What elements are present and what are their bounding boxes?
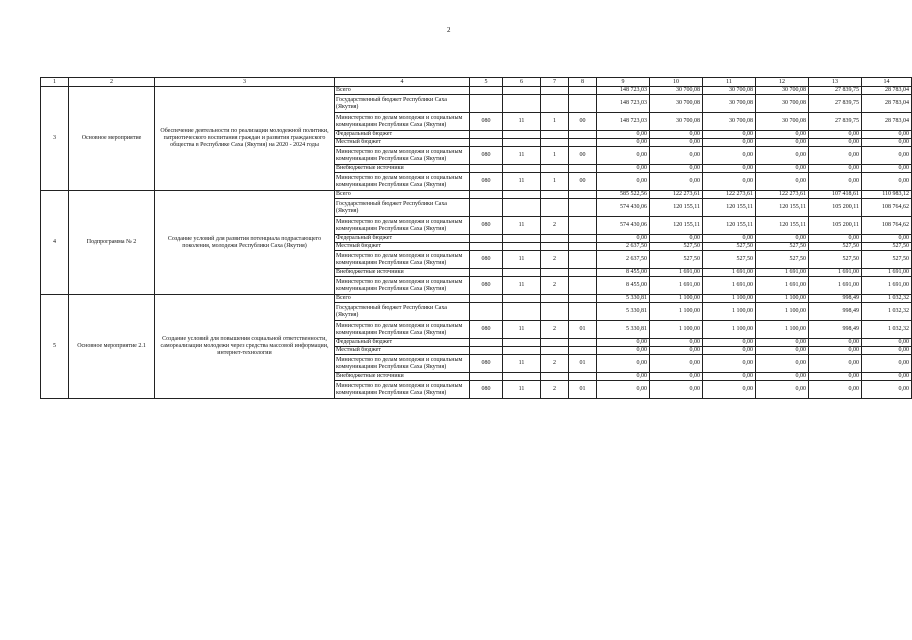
amount-cell: 0,00 [809,355,862,373]
amount-cell: 0,00 [809,373,862,381]
amount-cell: 0,00 [862,235,912,243]
budget-code-cell [470,339,503,347]
amount-cell: 0,00 [756,381,809,399]
budget-code-cell [569,295,597,303]
amount-cell: 27 839,75 [809,95,862,113]
amount-cell: 148 723,03 [597,87,650,95]
funding-source-label: Местный бюджет [335,243,470,251]
amount-cell: 527,50 [703,243,756,251]
budget-code-cell [541,243,569,251]
amount-cell: 1 100,00 [703,295,756,303]
header-cell: 14 [862,78,912,87]
amount-cell: 0,00 [703,339,756,347]
budget-code-cell [541,139,569,147]
amount-cell: 30 700,08 [703,113,756,131]
amount-cell: 998,49 [809,303,862,321]
budget-code-cell [569,303,597,321]
amount-cell: 30 700,08 [756,87,809,95]
amount-cell: 120 155,11 [756,217,809,235]
amount-cell: 108 764,62 [862,199,912,217]
section-number: 5 [41,295,69,399]
amount-cell: 120 155,11 [650,217,703,235]
budget-code-cell [569,235,597,243]
amount-cell: 27 839,75 [809,113,862,131]
funding-source-label: Внебюджетные источники [335,165,470,173]
amount-cell: 1 691,00 [809,269,862,277]
budget-code-cell [470,295,503,303]
header-cell: 8 [569,78,597,87]
budget-code-cell [470,95,503,113]
amount-cell: 0,00 [756,373,809,381]
amount-cell: 0,00 [703,235,756,243]
amount-cell: 0,00 [650,355,703,373]
amount-cell: 527,50 [756,251,809,269]
amount-cell: 1 032,32 [862,295,912,303]
amount-cell: 107 418,61 [809,191,862,199]
amount-cell: 0,00 [650,173,703,191]
amount-cell: 148 723,03 [597,95,650,113]
budget-code-cell: 2 [541,217,569,235]
amount-cell: 0,00 [703,173,756,191]
budget-code-cell [470,235,503,243]
header-cell: 11 [703,78,756,87]
budget-code-cell [503,347,541,355]
amount-cell: 0,00 [862,381,912,399]
amount-cell: 148 723,03 [597,113,650,131]
amount-cell: 0,00 [862,173,912,191]
budget-code-cell [541,95,569,113]
amount-cell: 0,00 [597,373,650,381]
amount-cell: 30 700,08 [703,95,756,113]
amount-cell: 0,00 [650,139,703,147]
header-cell: 6 [503,78,541,87]
budget-code-cell [470,347,503,355]
amount-cell: 1 691,00 [756,277,809,295]
budget-code-cell: 00 [569,173,597,191]
budget-code-cell [503,243,541,251]
amount-cell: 30 700,08 [756,95,809,113]
budget-code-cell [470,131,503,139]
funding-source-label: Министерство по делам молодежи и социальным коммуникациям Республики Саха (Якутия) [335,321,470,339]
amount-cell: 0,00 [597,147,650,165]
amount-cell: 30 700,08 [650,113,703,131]
header-cell: 9 [597,78,650,87]
amount-cell: 105 200,11 [809,199,862,217]
funding-source-label: Внебюджетные источники [335,269,470,277]
amount-cell: 1 691,00 [756,269,809,277]
budget-code-cell: 11 [503,113,541,131]
budget-code-cell: 11 [503,147,541,165]
amount-cell: 0,00 [862,339,912,347]
amount-cell: 0,00 [597,381,650,399]
amount-cell: 0,00 [703,165,756,173]
amount-cell: 5 330,81 [597,295,650,303]
amount-cell: 0,00 [756,139,809,147]
amount-cell: 30 700,08 [650,87,703,95]
section-number: 4 [41,191,69,295]
amount-cell: 0,00 [862,147,912,165]
amount-cell: 1 691,00 [809,277,862,295]
funding-source-label: Министерство по делам молодежи и социальным коммуникациям Республики Саха (Якутия) [335,251,470,269]
header-cell: 12 [756,78,809,87]
budget-code-cell [569,199,597,217]
amount-cell: 30 700,08 [703,87,756,95]
funding-source-label: Министерство по делам молодежи и социальным коммуникациям Республики Саха (Якутия) [335,381,470,399]
budget-code-cell: 11 [503,173,541,191]
budget-code-cell: 080 [470,173,503,191]
budget-code-cell: 080 [470,277,503,295]
budget-code-cell: 2 [541,355,569,373]
budget-code-cell: 1 [541,173,569,191]
amount-cell: 1 032,32 [862,303,912,321]
budget-code-cell [503,295,541,303]
budget-code-cell: 00 [569,147,597,165]
amount-cell: 0,00 [862,373,912,381]
header-cell: 13 [809,78,862,87]
amount-cell: 1 100,00 [703,303,756,321]
amount-cell: 998,49 [809,321,862,339]
amount-cell: 0,00 [703,347,756,355]
budget-code-cell: 2 [541,381,569,399]
budget-code-cell: 2 [541,321,569,339]
amount-cell: 1 691,00 [703,269,756,277]
amount-cell: 0,00 [597,339,650,347]
amount-cell: 0,00 [756,347,809,355]
budget-code-cell [503,269,541,277]
budget-code-cell [470,191,503,199]
budget-code-cell: 11 [503,277,541,295]
budget-code-cell [569,339,597,347]
funding-source-label: Местный бюджет [335,347,470,355]
amount-cell: 0,00 [703,139,756,147]
amount-cell: 0,00 [809,173,862,191]
budget-code-cell: 080 [470,251,503,269]
amount-cell: 105 200,11 [809,217,862,235]
amount-cell: 120 155,11 [703,199,756,217]
budget-code-cell: 2 [541,251,569,269]
amount-cell: 122 273,61 [756,191,809,199]
funding-source-label: Министерство по делам молодежи и социальным коммуникациям Республики Саха (Якутия) [335,113,470,131]
section-description: Обеспечение деятельности по реализации молодежной политики, патриотического воспитания граждан и развития гражданского общества в Республике Саха (Якутия) на 2020 - 2024 годы [155,87,335,191]
budget-code-cell: 11 [503,251,541,269]
table-header-row [41,78,912,87]
amount-cell: 0,00 [756,165,809,173]
budget-code-cell [569,251,597,269]
amount-cell: 1 100,00 [703,321,756,339]
budget-code-cell [503,87,541,95]
header-cell: 5 [470,78,503,87]
funding-source-label: Федеральный бюджет [335,131,470,139]
budget-code-cell [470,87,503,95]
amount-cell: 30 700,08 [756,113,809,131]
budget-code-cell [470,303,503,321]
budget-code-cell: 11 [503,217,541,235]
amount-cell: 0,00 [597,131,650,139]
amount-cell: 30 700,08 [650,95,703,113]
budget-code-cell: 080 [470,113,503,131]
budget-code-cell [470,165,503,173]
funding-source-label: Государственный бюджет Республики Саха (Якутия) [335,95,470,113]
amount-cell: 0,00 [703,373,756,381]
funding-source-label: Местный бюджет [335,139,470,147]
amount-cell: 527,50 [650,243,703,251]
page-number: 2 [447,26,451,34]
budget-code-cell [569,131,597,139]
budget-code-cell [470,139,503,147]
budget-code-cell: 11 [503,321,541,339]
amount-cell: 0,00 [597,165,650,173]
amount-cell: 0,00 [650,165,703,173]
budget-code-cell [569,139,597,147]
budget-code-cell: 080 [470,355,503,373]
budget-code-cell [503,95,541,113]
budget-code-cell [541,191,569,199]
amount-cell: 1 100,00 [650,321,703,339]
budget-code-cell [569,217,597,235]
budget-code-cell [541,373,569,381]
funding-source-label: Всего [335,87,470,95]
amount-cell: 0,00 [597,347,650,355]
budget-code-cell [569,95,597,113]
budget-code-cell [470,373,503,381]
amount-cell: 0,00 [650,131,703,139]
amount-cell: 0,00 [756,173,809,191]
budget-code-cell: 080 [470,321,503,339]
budget-table [40,77,912,399]
amount-cell: 1 100,00 [650,295,703,303]
section-description: Создание условий для развития потенциала подрастающего поколения, молодежи Республики Саха (Якутия) [155,191,335,295]
amount-cell: 1 032,32 [862,321,912,339]
header-cell: 2 [69,78,155,87]
funding-source-label: Министерство по делам молодежи и социальным коммуникациям Республики Саха (Якутия) [335,217,470,235]
amount-cell: 28 783,04 [862,87,912,95]
amount-cell: 0,00 [597,355,650,373]
amount-cell: 998,49 [809,295,862,303]
amount-cell: 28 783,04 [862,113,912,131]
amount-cell: 0,00 [650,381,703,399]
amount-cell: 122 273,61 [650,191,703,199]
funding-source-label: Федеральный бюджет [335,339,470,347]
amount-cell: 122 273,61 [703,191,756,199]
amount-cell: 0,00 [809,147,862,165]
budget-code-cell [569,165,597,173]
budget-code-cell: 01 [569,321,597,339]
amount-cell: 0,00 [597,173,650,191]
amount-cell: 1 100,00 [756,321,809,339]
budget-code-cell [503,191,541,199]
budget-code-cell [541,347,569,355]
amount-cell: 5 330,81 [597,321,650,339]
budget-code-cell [503,131,541,139]
budget-code-cell [569,269,597,277]
section-name: Основное мероприятие 2.1 [69,295,155,399]
budget-code-cell: 1 [541,113,569,131]
funding-source-label: Всего [335,295,470,303]
budget-code-cell: 11 [503,355,541,373]
amount-cell: 0,00 [756,355,809,373]
budget-code-cell [503,199,541,217]
budget-code-cell [503,165,541,173]
amount-cell: 28 783,04 [862,95,912,113]
section-name: Подпрограмма № 2 [69,191,155,295]
budget-code-cell [569,243,597,251]
budget-code-cell: 11 [503,381,541,399]
amount-cell: 1 691,00 [862,269,912,277]
budget-code-cell [569,277,597,295]
header-cell: 4 [335,78,470,87]
amount-cell: 0,00 [650,147,703,165]
amount-cell: 0,00 [862,131,912,139]
header-cell: 7 [541,78,569,87]
funding-source-label: Министерство по делам молодежи и социальным коммуникациям Республики Саха (Якутия) [335,147,470,165]
amount-cell: 0,00 [650,339,703,347]
budget-code-cell [541,269,569,277]
budget-code-cell: 080 [470,147,503,165]
amount-cell: 0,00 [756,235,809,243]
amount-cell: 1 100,00 [756,295,809,303]
budget-code-cell [569,347,597,355]
funding-source-label: Федеральный бюджет [335,235,470,243]
funding-source-label: Министерство по делам молодежи и социальным коммуникациям Республики Саха (Якутия) [335,277,470,295]
budget-code-cell: 00 [569,113,597,131]
budget-code-cell: 080 [470,381,503,399]
amount-cell: 527,50 [756,243,809,251]
funding-source-label: Государственный бюджет Республики Саха (Якутия) [335,199,470,217]
amount-cell: 527,50 [809,251,862,269]
amount-cell: 2 637,50 [597,243,650,251]
budget-code-cell [503,235,541,243]
amount-cell: 0,00 [597,139,650,147]
table-row [41,295,912,303]
table-row [41,191,912,199]
header-cell: 3 [155,78,335,87]
amount-cell: 120 155,11 [703,217,756,235]
budget-code-cell [541,339,569,347]
amount-cell: 120 155,11 [756,199,809,217]
budget-code-cell: 1 [541,147,569,165]
amount-cell: 574 430,06 [597,217,650,235]
amount-cell: 1 691,00 [650,277,703,295]
budget-code-cell [541,131,569,139]
amount-cell: 8 455,00 [597,269,650,277]
amount-cell: 0,00 [650,347,703,355]
budget-code-cell [503,339,541,347]
budget-code-cell: 01 [569,381,597,399]
amount-cell: 8 455,00 [597,277,650,295]
budget-code-cell [541,199,569,217]
amount-cell: 0,00 [809,131,862,139]
header-cell: 10 [650,78,703,87]
amount-cell: 1 100,00 [756,303,809,321]
amount-cell: 0,00 [809,165,862,173]
amount-cell: 0,00 [650,373,703,381]
amount-cell: 27 839,75 [809,87,862,95]
amount-cell: 110 983,12 [862,191,912,199]
amount-cell: 108 764,62 [862,217,912,235]
amount-cell: 0,00 [862,139,912,147]
amount-cell: 0,00 [756,147,809,165]
amount-cell: 585 522,56 [597,191,650,199]
budget-code-cell [503,139,541,147]
amount-cell: 120 155,11 [650,199,703,217]
funding-source-label: Министерство по делам молодежи и социальным коммуникациям Республики Саха (Якутия) [335,173,470,191]
funding-source-label: Всего [335,191,470,199]
amount-cell: 0,00 [650,235,703,243]
amount-cell: 1 100,00 [650,303,703,321]
budget-code-cell [541,295,569,303]
amount-cell: 527,50 [703,251,756,269]
amount-cell: 527,50 [809,243,862,251]
budget-code-cell [569,191,597,199]
budget-code-cell [569,87,597,95]
amount-cell: 0,00 [862,355,912,373]
budget-code-cell [503,303,541,321]
amount-cell: 2 637,50 [597,251,650,269]
amount-cell: 0,00 [756,339,809,347]
amount-cell: 1 691,00 [862,277,912,295]
funding-source-label: Государственный бюджет Республики Саха (Якутия) [335,303,470,321]
amount-cell: 1 691,00 [703,277,756,295]
amount-cell: 0,00 [756,131,809,139]
amount-cell: 0,00 [703,131,756,139]
amount-cell: 0,00 [597,235,650,243]
amount-cell: 0,00 [862,347,912,355]
amount-cell: 0,00 [862,165,912,173]
amount-cell: 0,00 [809,235,862,243]
amount-cell: 0,00 [809,381,862,399]
amount-cell: 527,50 [862,243,912,251]
header-cell: 1 [41,78,69,87]
amount-cell: 0,00 [703,355,756,373]
amount-cell: 527,50 [862,251,912,269]
budget-code-cell [541,303,569,321]
budget-code-cell: 2 [541,277,569,295]
section-number: 3 [41,87,69,191]
budget-code-cell [503,373,541,381]
section-description: Создание условий для повышения социальной ответственности, самореализации молодежи через средства массовой информации, интернет-технологии [155,295,335,399]
amount-cell: 527,50 [650,251,703,269]
amount-cell: 0,00 [809,339,862,347]
amount-cell: 0,00 [703,381,756,399]
budget-code-cell: 01 [569,355,597,373]
amount-cell: 1 691,00 [650,269,703,277]
budget-code-cell [569,373,597,381]
budget-code-cell [470,199,503,217]
funding-source-label: Министерство по делам молодежи и социальным коммуникациям Республики Саха (Якутия) [335,355,470,373]
budget-code-cell [541,87,569,95]
budget-code-cell [541,165,569,173]
budget-code-cell [470,243,503,251]
amount-cell: 0,00 [703,147,756,165]
budget-code-cell: 080 [470,217,503,235]
budget-code-cell [470,269,503,277]
table-row [41,87,912,95]
amount-cell: 0,00 [809,139,862,147]
amount-cell: 5 330,81 [597,303,650,321]
budget-code-cell [541,235,569,243]
section-name: Основное мероприятие [69,87,155,191]
amount-cell: 574 430,06 [597,199,650,217]
amount-cell: 0,00 [809,347,862,355]
funding-source-label: Внебюджетные источники [335,373,470,381]
